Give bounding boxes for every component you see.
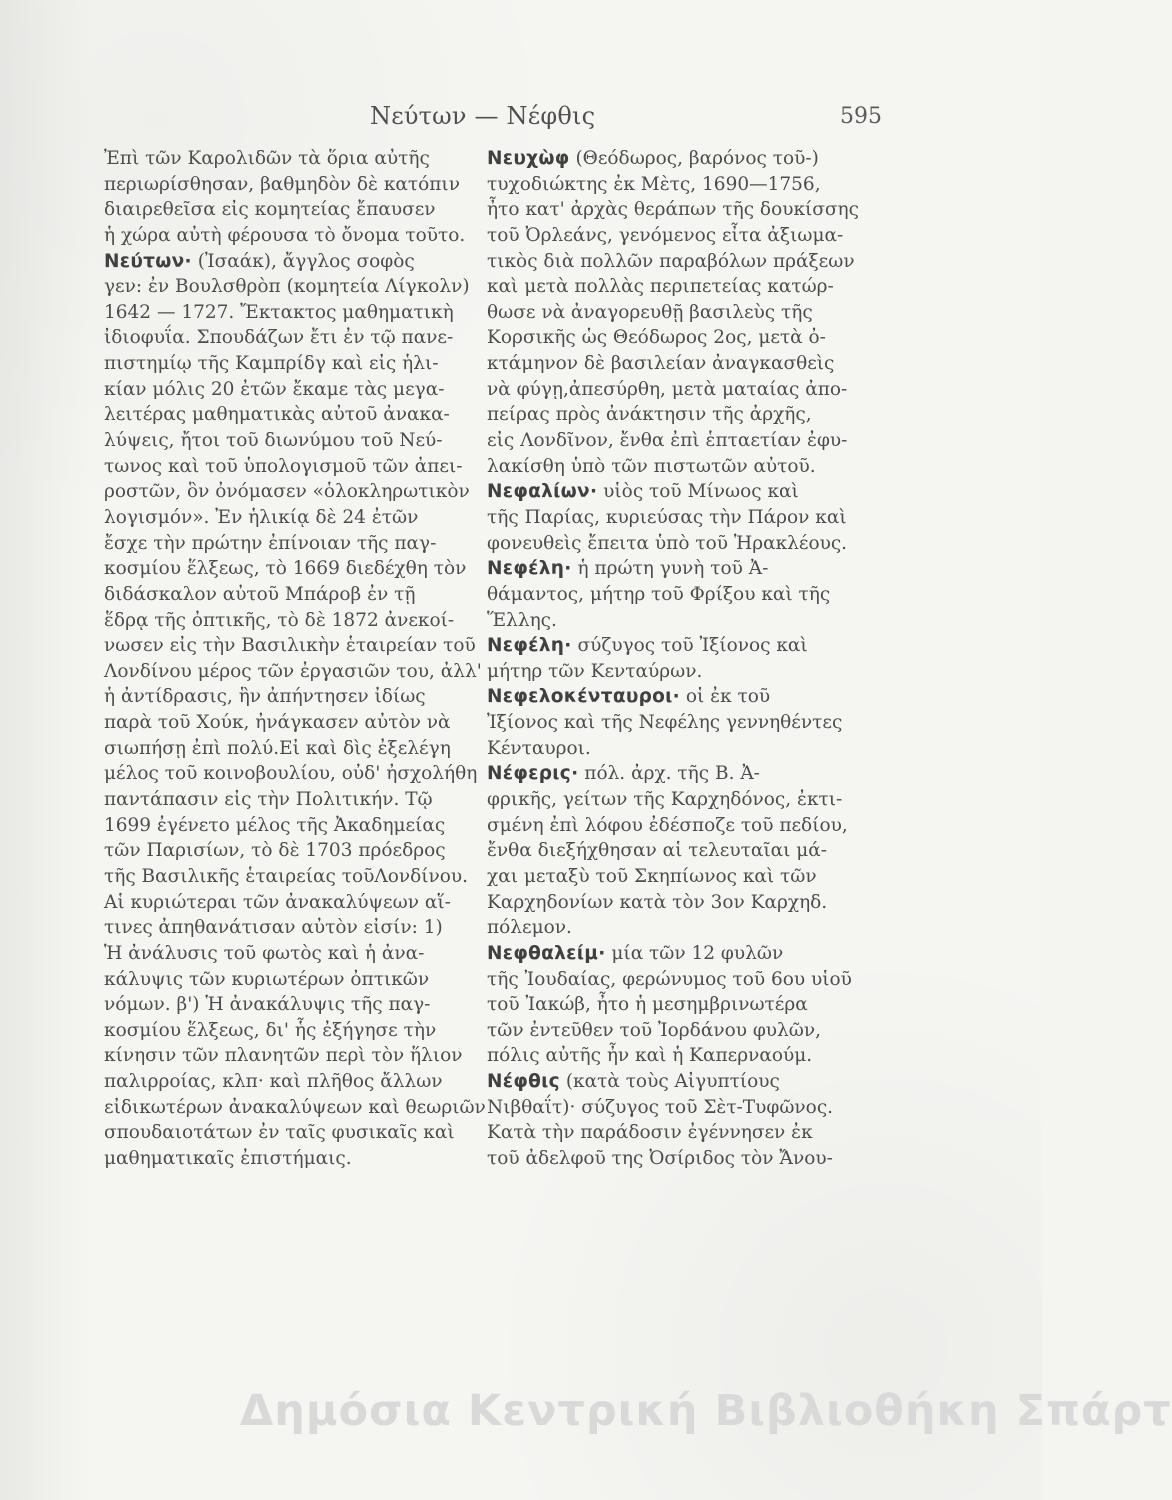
right-column-line: τοῦ ἀδελφοῦ της Ὀσίριδος τὸν Ἄνου- xyxy=(487,1147,833,1169)
entry-headword: Νεφαλίων· xyxy=(487,481,598,503)
entry-headword: Νεφέλη· xyxy=(487,635,572,657)
left-column-line: λογισμόν». Ἐν ἡλικίᾳ δὲ 24 ἐτῶν xyxy=(104,506,419,528)
right-column-line: τυχοδιώκτης ἐκ Μὲτς, 1690—1756, xyxy=(487,173,821,195)
left-column-line: μαθηματικαῖς ἐπιστήμαις. xyxy=(104,1147,352,1169)
left-column-line: πιστημίῳ τῆς Καμπρίδγ καὶ εἰς ἡλι- xyxy=(104,353,439,375)
left-column-line: κάλυψις τῶν κυριωτέρων ὀπτικῶν xyxy=(104,968,430,990)
left-column-line: διδάσκαλον αὐτοῦ Μπάροβ ἐν τῇ xyxy=(104,583,416,605)
left-column-line: ἡ χώρα αὐτὴ φέρουσα τὸ ὄνομα τοῦτο. xyxy=(104,224,466,246)
left-column-line: διαιρεθεῖσα εἰς κομητείας ἔπαυσεν xyxy=(104,199,436,221)
left-column-line: περιωρίσθησαν, βαθμηδὸν δὲ κατόπιν xyxy=(104,173,460,195)
right-column-line: Νιβθαΐτ)· σύζυγος τοῦ Σὲτ-Τυφῶνος. xyxy=(487,1096,834,1118)
left-column-line: γεν: ἐν Βουλσθρὸπ (κομητεία Λίγκολν) xyxy=(104,276,470,298)
entry-headword: Νέφθις xyxy=(487,1071,560,1093)
left-column-line: Ἐπὶ τῶν Καρολιδῶν τὰ ὅρια αὐτῆς xyxy=(104,148,430,169)
right-column-line: σμένη ἐπὶ λόφου ἐδέσποζε τοῦ πεδίου, xyxy=(487,814,848,836)
right-column-line xyxy=(487,1069,871,1095)
right-column-line xyxy=(487,684,871,710)
right-column-line xyxy=(487,941,871,967)
entry-text: οἱ ἐκ τοῦ xyxy=(680,686,771,708)
left-column-line: ἕδρᾳ τῆς ὀπτικῆς, τὸ δὲ 1872 ἀνεκοί- xyxy=(104,609,455,631)
page-header xyxy=(360,102,880,136)
right-column-line xyxy=(487,479,871,505)
right-column-line: ἦτο κατ' ἀρχὰς θεράπων τῆς δουκίσσης xyxy=(487,199,859,221)
left-column-line: κοσμίου ἕλξεως, δι' ἧς ἐξήγησε τὴν xyxy=(104,1019,437,1041)
right-column-line: τοῦ Ἰακώβ, ἦτο ἡ μεσημβρινωτέρα xyxy=(487,994,808,1016)
left-column-line: κίνησιν τῶν πλανητῶν περὶ τὸν ἥλιον xyxy=(104,1045,463,1067)
library-watermark: Δημόσια Κεντρική Βιβλιοθήκη Σπάρτ xyxy=(240,1386,1172,1436)
left-column-line xyxy=(104,249,462,275)
entry-text: (Ἰσαάκ), ἄγγλος σοφὸς xyxy=(191,250,415,272)
right-column-line: φρικῆς, γείτων τῆς Καρχηδόνος, ἐκτι- xyxy=(487,789,843,811)
right-column-line: νὰ φύγῃ,ἀπεσύρθη, μετὰ ματαίας ἀπο- xyxy=(487,378,848,400)
right-column-line: ἔνθα διεξήχθησαν αἱ τελευταῖαι μά- xyxy=(487,840,827,862)
right-column-line xyxy=(487,633,871,659)
left-column-line: λειτέρας μαθηματικὰς αὐτοῦ ἀνακα- xyxy=(104,404,450,426)
right-column-line: Κένταυροι. xyxy=(487,737,591,759)
left-column-line: ἔσχε τὴν πρώτην ἐπίνοιαν τῆς παγ- xyxy=(104,532,437,554)
left-column-line: ἰδιοφυΐα. Σπουδάζων ἔτι ἐν τῷ πανε- xyxy=(104,327,454,349)
left-column-line: εἰδικωτέρων ἀνακαλύψεων καὶ θεωριῶν xyxy=(104,1096,486,1118)
entry-text: πόλ. ἀρχ. τῆς Β. Ἀ- xyxy=(578,763,760,785)
entry-headword: Νέφερις· xyxy=(487,763,579,785)
right-column-line: Καρχηδονίων κατὰ τὸν 3ον Καρχηδ. xyxy=(487,891,828,913)
right-column-line: Κορσικῆς ὡς Θεόδωρος 2ος, μετὰ ὀ- xyxy=(487,327,826,349)
left-column-line: σπουδαιοτάτων ἐν ταῖς φυσικαῖς καὶ xyxy=(104,1122,455,1144)
left-column-line: ροστῶν, ὃν ὀνόμασεν «ὁλοκληρωτικὸν xyxy=(104,481,470,503)
left-column-line: Λονδίνου μέρος τῶν ἐργασιῶν του, ἀλλ' xyxy=(104,660,482,682)
left-column-line: λύψεις, ἤτοι τοῦ διωνύμου τοῦ Νεύ- xyxy=(104,430,443,452)
right-column-line: καὶ μετὰ πολλὰς περιπετείας κατώρ- xyxy=(487,276,834,298)
entry-headword: Νεφέλη· xyxy=(487,558,572,580)
right-column-line: πείρας πρὸς ἀνάκτησιν τῆς ἀρχῆς, xyxy=(487,404,812,426)
right-column-line xyxy=(487,761,871,787)
right-column-line: λακίσθη ὑπὸ τῶν πιστωτῶν αὐτοῦ. xyxy=(487,455,816,477)
left-text-column xyxy=(104,146,486,1172)
left-column-line: τῆς Βασιλικῆς ἑταιρείας τοῦΛονδίνου. xyxy=(104,865,469,887)
right-column-line: θωσε νὰ ἀναγορευθῇ βασιλεὺς τῆς xyxy=(487,301,813,323)
right-column-line: τῶν ἐντεῦθεν τοῦ Ἰορδάνου φυλῶν, xyxy=(487,1019,821,1041)
binding-shadow xyxy=(0,0,92,1500)
right-column-line xyxy=(487,556,871,582)
entry-headword: Νεύτων· xyxy=(104,250,192,272)
right-column-line: κτάμηνον δὲ βασιλείαν ἀναγκασθεὶς xyxy=(487,353,835,375)
right-column-line: πόλεμον. xyxy=(487,917,572,939)
left-column-line: παλιρροίας, κλπ· καὶ πλῆθος ἄλλων xyxy=(104,1071,443,1093)
page-number: 595 xyxy=(840,104,882,129)
left-column-line: Αἱ κυριώτεραι τῶν ἀνακαλύψεων αἵ- xyxy=(104,891,451,913)
left-column-line: τινες ἀπηθανάτισαν αὐτὸν εἰσίν: 1) xyxy=(104,917,443,939)
left-column-line: κίαν μόλις 20 ἐτῶν ἔκαμε τὰς μεγα- xyxy=(104,378,445,400)
left-column-line: Ἡ ἀνάλυσις τοῦ φωτὸς καὶ ἡ ἀνα- xyxy=(104,942,425,964)
right-column-line: τῆς Ἰουδαίας, φερώνυμος τοῦ 6ου υἱοῦ xyxy=(487,968,852,990)
entry-text: (Θεόδωρος, βαρόνος τοῦ-) xyxy=(569,148,819,169)
left-column-line: σιωπήσῃ ἐπὶ πολύ.Εἰ καὶ δὶς ἐξελέγη xyxy=(104,737,451,759)
left-column-line: 1642 — 1727. Ἔκτακτος μαθηματικὴ xyxy=(104,301,454,323)
left-column-line: παντάπασιν εἰς τὴν Πολιτικήν. Τῷ xyxy=(104,789,433,811)
left-column-line: νωσεν εἰς τὴν Βασιλικὴν ἑταιρείαν τοῦ xyxy=(104,635,476,657)
running-title: Νεύτων — Νέφθις xyxy=(370,102,596,130)
entry-text: μία τῶν 12 φυλῶν xyxy=(605,942,784,964)
left-column-line: τωνος καὶ τοῦ ὑπολογισμοῦ τῶν ἀπει- xyxy=(104,455,463,477)
entry-text: (κατὰ τοὺς Αἰγυπτίους xyxy=(559,1071,780,1093)
left-column-line: ἡ ἀντίδρασις, ἣν ἀπήντησεν ἰδίως xyxy=(104,686,426,708)
right-column-line: τῆς Παρίας, κυριεύσας τὴν Πάρον καὶ xyxy=(487,506,847,528)
right-column-line: θάμαντος, μήτηρ τοῦ Φρίξου καὶ τῆς xyxy=(487,583,831,605)
right-column-line: μήτηρ τῶν Κενταύρων. xyxy=(487,660,703,682)
right-column-line: εἰς Λονδῖνον, ἔνθα ἐπὶ ἑπταετίαν ἐφυ- xyxy=(487,430,848,452)
right-column-line: χαι μεταξὺ τοῦ Σκηπίωνος καὶ τῶν xyxy=(487,865,817,887)
entry-headword: Νευχὼφ xyxy=(487,148,570,169)
left-column-line: μέλος τοῦ κοινοβουλίου, οὐδ' ἠσχολήθη xyxy=(104,763,478,785)
left-column-line: κοσμίου ἕλξεως, τὸ 1669 διεδέχθη τὸν xyxy=(104,558,467,580)
right-column-line: φονευθεὶς ἔπειτα ὑπὸ τοῦ Ἡρακλέους. xyxy=(487,532,848,554)
left-column-line: νόμων. β') Ἡ ἀνακάλυψις τῆς παγ- xyxy=(104,994,431,1016)
right-column-line: τοῦ Ὀρλεάνς, γενόμενος εἶτα ἀξιωμα- xyxy=(487,224,844,246)
left-column-line: τῶν Παρισίων, τὸ δὲ 1703 πρόεδρος xyxy=(104,840,446,862)
right-column-line: Κατὰ τὴν παράδοσιν ἐγέννησεν ἐκ xyxy=(487,1122,813,1144)
left-column-line: παρὰ τοῦ Χούκ, ἠνάγκασεν αὐτὸν νὰ xyxy=(104,712,451,734)
right-column-line xyxy=(487,146,871,172)
entry-text: σύζυγος τοῦ Ἰξίονος καὶ xyxy=(571,635,808,657)
entry-headword: Νεφθαλείμ· xyxy=(487,942,606,964)
right-column-line: τικὸς διὰ πολλῶν παραβόλων πράξεων xyxy=(487,250,855,272)
right-column-line: Ἕλλης. xyxy=(487,609,557,631)
right-text-column xyxy=(487,146,871,1172)
left-column-line: 1699 ἐγένετο μέλος τῆς Ἀκαδημείας xyxy=(104,814,446,836)
right-column-line: πόλις αὐτῆς ἦν καὶ ἡ Καπερναούμ. xyxy=(487,1045,813,1067)
entry-headword: Νεφελοκένταυροι· xyxy=(487,686,681,708)
entry-text: υἱὸς τοῦ Μίνωος καὶ xyxy=(597,481,799,503)
entry-text: ἡ πρώτη γυνὴ τοῦ Ἀ- xyxy=(571,558,769,580)
right-column-line: Ἰξίονος καὶ τῆς Νεφέλης γεννηθέντες xyxy=(487,712,843,734)
